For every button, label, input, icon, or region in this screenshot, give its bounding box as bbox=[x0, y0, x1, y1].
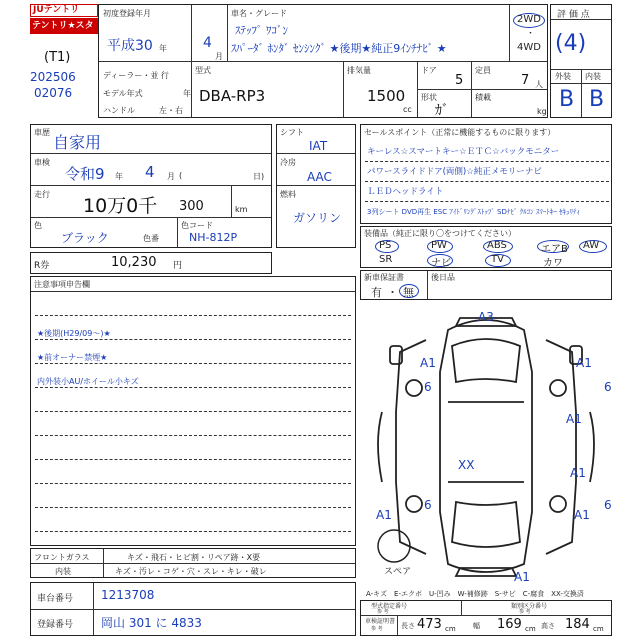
model-grade-label: 車名・グレード bbox=[231, 9, 287, 18]
inspection-month-suffix: 月 bbox=[167, 172, 175, 181]
chassis-value: 1213708 bbox=[101, 588, 155, 602]
damage-front-a3: A3 bbox=[478, 310, 494, 324]
doors-value: 5 bbox=[455, 73, 464, 88]
selling-point-1: キーレス☆スマートキー☆ＥＴＣ☆バックモニター bbox=[367, 147, 560, 157]
equipment-pw: PW bbox=[431, 240, 447, 251]
height-unit: cm bbox=[593, 625, 604, 633]
notes-box bbox=[30, 276, 356, 546]
fuel-value: ガソリン bbox=[293, 211, 342, 225]
recycle-value: 10,230 bbox=[111, 255, 157, 270]
capacity-label: 定員 bbox=[475, 66, 491, 75]
plate-label: 登録番号 bbox=[37, 620, 74, 630]
recycle-box bbox=[30, 252, 272, 274]
warranty-dot: ・ bbox=[387, 286, 398, 299]
cert-label: 車検証明書 bbox=[365, 618, 396, 625]
selling-point-4: 3列シート DVD再生 ESC ｱｲﾄﾞﾘﾝｸﾞｽﾄｯﾌﾟ SDﾅﾋﾞ ｸﾙｺﾝ ｽﾏｰﾄｷｰ ｾｷｭﾘﾃｨ bbox=[367, 208, 581, 216]
type-cert-sub: 参 考 bbox=[377, 609, 389, 615]
colorcode-label: 色コード bbox=[181, 221, 213, 230]
fuel-label: 燃料 bbox=[280, 190, 296, 199]
damage-left-rear-wheel: 6 bbox=[424, 498, 432, 512]
color-value: ブラック bbox=[61, 231, 109, 245]
inspection-era: 令和9 bbox=[65, 165, 105, 183]
equipment-airbag: エアB bbox=[541, 244, 568, 255]
inspection-label: 車検 bbox=[34, 158, 50, 167]
drive-2wd: 2WD bbox=[517, 14, 541, 25]
damage-right-front-wheel: 6 bbox=[604, 380, 612, 394]
exterior-grade: B bbox=[559, 87, 575, 112]
note-line-1: ★後期(H29/09～)★ bbox=[37, 329, 111, 338]
colorcode-value: NH-812P bbox=[189, 231, 238, 244]
equipment-tv: TV bbox=[491, 254, 504, 265]
damage-left-front-wheel: 6 bbox=[424, 380, 432, 394]
equipment-abs: ABS bbox=[487, 240, 507, 251]
mileage-label: 走行 bbox=[34, 190, 50, 199]
class-sub: 参 考 bbox=[519, 609, 531, 615]
rating-label: 評 価 点 bbox=[557, 10, 590, 20]
aircon-value: AAC bbox=[307, 170, 332, 184]
displacement-label: 排気量 bbox=[347, 66, 371, 75]
shape-label: 形状 bbox=[421, 93, 437, 102]
equipment-box bbox=[360, 226, 612, 268]
width-unit: cm bbox=[525, 625, 536, 633]
registration-era-suffix: 年 bbox=[159, 44, 167, 53]
usage-label: 車歴 bbox=[34, 128, 50, 137]
interior-note-label: 内装 bbox=[55, 567, 71, 576]
car-outline-icon bbox=[360, 302, 612, 586]
rating-box bbox=[550, 4, 612, 118]
chassis-label: 車台番号 bbox=[37, 594, 74, 604]
drive-dot: ・ bbox=[526, 29, 536, 39]
after-item-label: 後日品 bbox=[431, 273, 455, 282]
damage-right-rear-a1: A1 bbox=[570, 466, 586, 480]
chassis-plate-box bbox=[30, 582, 356, 636]
interior-grade: B bbox=[589, 87, 605, 112]
interior-note-value: キズ・汚レ・コゲ・穴・スレ・キレ・破レ bbox=[115, 567, 267, 576]
selling-point-2: パワースライドドア(両側)☆純正メモリーナビ bbox=[367, 167, 542, 177]
equipment-ps: PS bbox=[379, 240, 392, 251]
mileage-unit: km bbox=[235, 205, 248, 214]
warranty-yes: 有 bbox=[371, 286, 382, 299]
equipment-sr: SR bbox=[379, 254, 393, 265]
warranty-label: 新車保証書 bbox=[364, 273, 404, 282]
handle-value: 左・右 bbox=[159, 106, 183, 115]
damage-right-rear-wheel: 6 bbox=[604, 498, 612, 512]
logo-top: JUテントリ bbox=[30, 4, 98, 17]
damage-roof-xx: XX bbox=[458, 458, 475, 472]
selling-point-3: ＬＥＤヘッドライト bbox=[367, 187, 444, 197]
mileage-extra: 300 bbox=[179, 199, 204, 214]
dealer-label: ディーラー・並 行 bbox=[103, 71, 169, 80]
type-cert-label: 型式指定番号 bbox=[371, 603, 408, 610]
height-label: 高さ bbox=[541, 622, 555, 630]
selling-points-label: セールスポイント（正常に機能するものに限ります） bbox=[364, 128, 556, 137]
doors-label: ドア bbox=[421, 66, 437, 75]
shift-label: シフト bbox=[280, 128, 304, 137]
registration-label: 初度登録年月 bbox=[103, 9, 151, 18]
registration-era: 平成30 bbox=[107, 38, 153, 54]
recycle-label: R券 bbox=[34, 261, 50, 271]
width-label: 幅 bbox=[473, 622, 480, 630]
usage-value: 自家用 bbox=[53, 133, 102, 152]
interior-label: 内装 bbox=[585, 72, 601, 81]
glass-interior-box bbox=[30, 548, 356, 578]
brand-logo bbox=[28, 2, 98, 46]
capacity-unit: 人 bbox=[535, 80, 543, 89]
width-value: 169 bbox=[497, 617, 522, 632]
rating-score: (4) bbox=[555, 31, 587, 56]
notes-label: 注意事項申告欄 bbox=[34, 280, 90, 289]
exterior-label: 外装 bbox=[555, 72, 571, 81]
lot-number-2: 02076 bbox=[34, 86, 73, 100]
equipment-label: 装備品（純正に限り〇をつけてください） bbox=[364, 229, 516, 238]
displacement-value: 1500 bbox=[367, 87, 406, 105]
vehicle-history-box bbox=[30, 124, 272, 248]
capacity-value: 7 bbox=[521, 73, 530, 88]
load-unit: kg bbox=[537, 107, 547, 116]
class-label: 類別区分番号 bbox=[511, 603, 548, 610]
warranty-box bbox=[360, 270, 612, 300]
type-label: 型式 bbox=[195, 66, 211, 75]
damage-right-rear-a1b: A1 bbox=[574, 508, 590, 522]
damage-rear-a1: A1 bbox=[514, 570, 530, 584]
note-line-2: ★前オーナー禁煙★ bbox=[37, 353, 108, 362]
length-unit: cm bbox=[445, 625, 456, 633]
registration-month: 4 bbox=[203, 35, 212, 51]
damage-left-a1: A1 bbox=[420, 356, 436, 370]
model-line-1: ｽﾃｯﾌﾟ ﾜｺﾞﾝ bbox=[235, 24, 288, 37]
mileage-value: 10万0千 bbox=[83, 195, 158, 217]
dimensions-box bbox=[360, 600, 612, 636]
lot-number-1: 202506 bbox=[30, 70, 76, 84]
damage-diagram bbox=[360, 302, 612, 586]
recycle-unit: 円 bbox=[173, 261, 183, 271]
color-code-label: 色番 bbox=[143, 234, 159, 243]
model-year-suffix: 年 bbox=[183, 89, 191, 98]
inspection-day-open: ( bbox=[179, 171, 183, 180]
shift-value: IAT bbox=[309, 139, 328, 153]
inspection-era-suffix: 年 bbox=[115, 172, 123, 181]
logo-bottom: テントリ★スター bbox=[30, 18, 98, 34]
length-value: 473 bbox=[417, 617, 442, 632]
front-glass-label: フロントガラス bbox=[34, 553, 90, 562]
color-label: 色 bbox=[34, 221, 42, 230]
length-label: 長さ bbox=[401, 622, 415, 630]
damage-left-rear-a1: A1 bbox=[376, 508, 392, 522]
damage-legend: A-キズ E-エクボ U-凹み W-補修跡 S-サビ C-腐食 XX-交換済 bbox=[366, 590, 584, 598]
model-line-2: ｽﾊﾟｰﾀﾞ ﾎﾝﾀﾞ ｾﾝｼﾝｸﾞ ★後期★純正9ｲﾝﾁﾅﾋﾞ ★ bbox=[231, 42, 447, 55]
damage-right-a1: A1 bbox=[576, 356, 592, 370]
displacement-unit: cc bbox=[403, 105, 412, 114]
model-year-label: モデル年式 bbox=[103, 89, 143, 98]
load-label: 積載 bbox=[475, 93, 491, 102]
top-info-box bbox=[98, 4, 548, 118]
shift-aircon-fuel-box bbox=[276, 124, 356, 248]
aircon-label: 冷房 bbox=[280, 158, 296, 167]
equipment-navi: ナビ bbox=[431, 258, 451, 269]
note-line-3: 内外装小AU/ホイール小キズ bbox=[37, 377, 139, 386]
lot-code: (T1) bbox=[44, 50, 71, 65]
plate-value: 岡山 301 に 4833 bbox=[101, 616, 202, 630]
selling-points-box bbox=[360, 124, 612, 224]
front-glass-value: キズ・飛石・ヒビ割・リペア跡・X要 bbox=[127, 553, 261, 562]
type-value: DBA-RP3 bbox=[199, 87, 266, 105]
height-value: 184 bbox=[565, 617, 590, 632]
cert-sub: 参 考 bbox=[371, 626, 383, 632]
spare-label: スペア bbox=[384, 567, 412, 577]
inspection-day-suffix: 日) bbox=[253, 172, 265, 181]
inspection-month: 4 bbox=[145, 163, 155, 181]
registration-month-suffix: 月 bbox=[215, 52, 223, 61]
warranty-no: 無 bbox=[403, 286, 414, 299]
handle-label: ハンドル bbox=[103, 106, 135, 115]
shape-value: ｶﾞ bbox=[435, 103, 449, 119]
auction-sheet bbox=[28, 2, 612, 638]
equipment-leather: カワ bbox=[543, 258, 563, 269]
damage-right-mid-a1: A1 bbox=[566, 412, 582, 426]
equipment-aw: AW bbox=[583, 240, 600, 251]
drive-4wd: 4WD bbox=[517, 42, 541, 53]
